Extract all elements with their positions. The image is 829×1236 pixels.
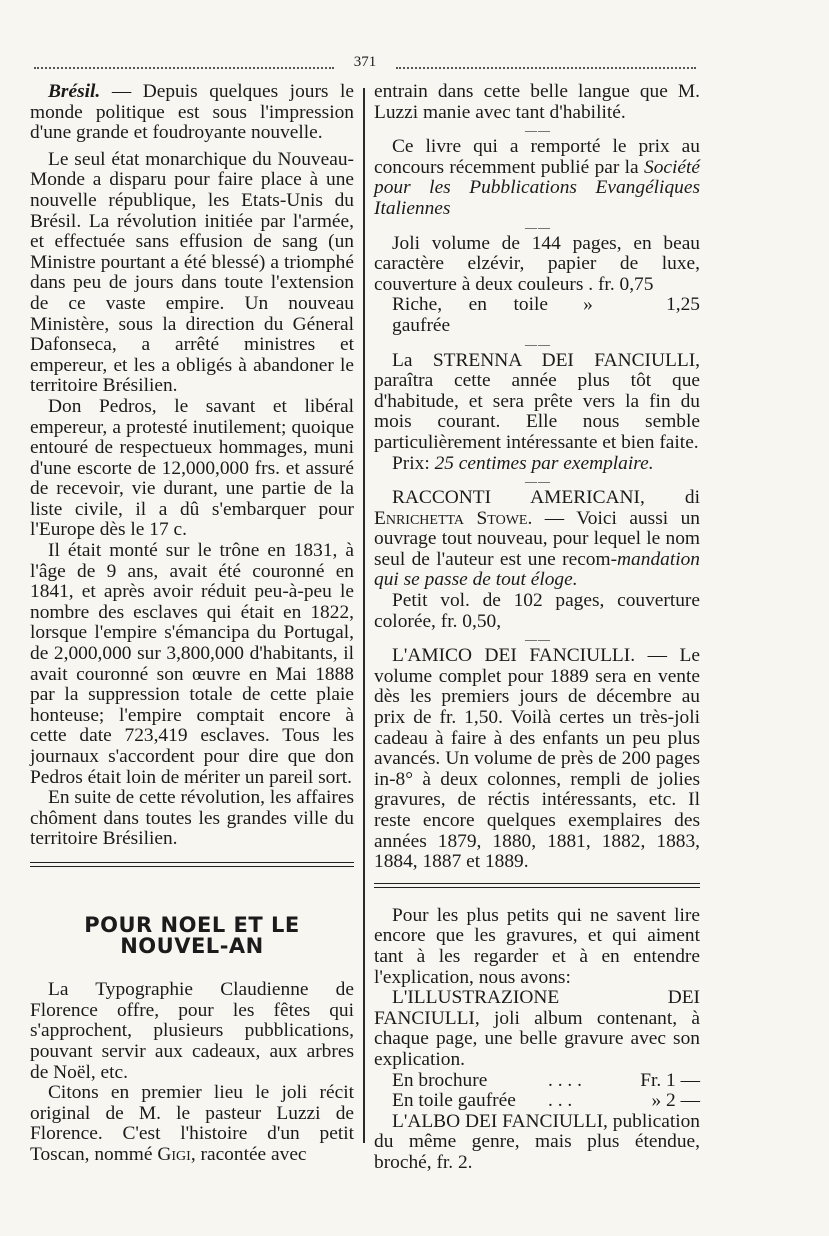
petit-vol-paragraph: Petit vol. de 102 pages, couverture colorée, fr. 0,50, [374, 590, 700, 632]
page-header [34, 54, 696, 74]
brochure-price: Fr. 1 — [640, 1069, 700, 1091]
bresil-paragraph-4: Il était monté sur le trône en 1831, à l'âge de 9 ans, avait été couronné en 1841, et après avoir réduit peu-à-peu le nombre des esclaves qui était en 1822, lorsque l'empire s'émancipa du Portugal, de 2,000,000 sur 3,800,000 d'habitants, il avait couronné son œuvre en Mai 1888 par la suppression totale de cette plaie honteuse; l'empire comptait encore à cette date 723,419 esclaves. Tous les journaux s'accordent pour dire que don Pedros était loin de mériter un pareil sort. [30, 540, 354, 788]
section-title: POUR NOEL ET LE NOUVEL-AN [84, 912, 300, 958]
noel-p2-name: Gigi [157, 1143, 191, 1165]
continuation-paragraph: entrain dans cette belle langue que M. Luzzi manie avec tant d'habilité. [374, 81, 700, 123]
petits-paragraph: Pour les plus petits qui ne savent lire encore que les gravures, et qui aiment tant à les regarder et à en entendre l'explication, nous avons: [374, 904, 700, 988]
prize-society: Société pour les Pubblications Evangéliques Italiennes [374, 156, 700, 219]
separator-dash: — — [525, 219, 549, 234]
prize-text: Ce livre qui a remporté le prix au concours récemment publié par la [374, 136, 700, 178]
brochure-price-row [374, 1071, 700, 1092]
bresil-paragraph-1 [30, 82, 354, 144]
riche-label: Riche, en toile gaufrée [392, 294, 548, 336]
noel-p2-text-b: , racontée avec [190, 1143, 307, 1165]
volume-paragraph: Joli volume de 144 pages, en beau caractère elzévir, papier de luxe, couverture à deux couleurs . fr. 0,75 [374, 232, 700, 295]
header-rule-right [396, 67, 696, 69]
brochure-dots: . . . . [548, 1069, 582, 1091]
brochure-label: En brochure [392, 1069, 488, 1091]
amico-paragraph: L'AMICO DEI FANCIULLI. — Le volume complet pour 1889 sera en vente dès les premiers jours de décembre au prix de fr. 1,50. Voilà certes un très-joli cadeau à faire à des enfants un peu plus avancés. Un volume de près de 200 pages in-8° à deux colonnes, rempli de jolies gravures, de réctis intéressants, etc. Il reste encore quelques exemplaires des années 1879, 1880, 1881, 1882, 1883, 1884, 1887 et 1889. [374, 645, 700, 873]
strenna-price-label: Prix: [392, 452, 435, 474]
separator-dash: — — [525, 123, 549, 138]
illustrazione-paragraph: L'ILLUSTRAZIONE DEI FANCIULLI, joli album contenant, à chaque page, une belle gravure avec son explication. [374, 987, 700, 1070]
bresil-runin: Brésil. [48, 81, 101, 102]
left-column [30, 82, 354, 1166]
toile-price: » 2 — [651, 1090, 700, 1112]
bresil-paragraph-2: Le seul état monarchique du Nouveau-Monde a disparu pour faire place à une nouvelle république, les Etats-Unis du Brésil. La révolution initiée par l'armée, et effectuée sans effusion de sang (un Ministre pourtant a été blessé) a triomphé dans peu de jours dans toute l'extension de ce vaste empire. Un nouveau Ministère, sous la direction du Géneral Dafonseca, a arrêté ministres et empereur, et les a obligés à abandoner le territoire Brésilien. [30, 148, 354, 397]
toile-price-row [374, 1091, 700, 1112]
racconti-text: — Voici aussi un ouvrage tout nouveau, pour lequel le nom seul de l'auteur est une recom- [374, 507, 700, 570]
page-number: 371 [353, 54, 377, 70]
column-divider [363, 88, 365, 1143]
racconti-title: RACCONTI AMERICANI, di [392, 487, 700, 509]
bresil-paragraph-5: En suite de cette révolution, les affaires chôment dans toutes les grandes ville du territoire Brésilien. [30, 787, 355, 850]
noel-paragraph-1: La Typographie Claudienne de Florence offre, pour les fêtes qui s'approchent, plusieurs pubblications, pouvant servir aux cadeaux, aux arbres de Noël, etc. [30, 979, 354, 1083]
riche-price: 1,25 [666, 294, 700, 316]
noel-paragraph-2 [30, 1083, 354, 1165]
separator-dash: — — [525, 474, 549, 489]
strenna-paragraph: La STRENNA DEI FANCIULLI, paraîtra cette année plus tôt que d'habitude, et sera prête vers la fin du mois courant. Elle nous semble particulièrement intéressante et bien faite. [374, 349, 700, 453]
racconti-paragraph [374, 488, 700, 591]
prize-paragraph [374, 137, 700, 219]
bresil-p1-text: — Depuis quelques jours le monde politique est sous l'impression d'une grande et foudroyante nouvelle. [30, 81, 354, 144]
separator-dash: — — [525, 632, 549, 647]
albo-paragraph: L'ALBO DEI FANCIULLI, publication du même genre, mais plus étendue, broché, fr. 2. [374, 1110, 700, 1173]
bresil-paragraph-3: Don Pedros, le savant et libéral empereur, a protesté inutilement; quoique entouré de respectueux hommages, muni d'une escorte de 12,000,000 frs. et assuré de recevoir, vie durant, une partie de la liste civile, il a dû s'embarquer pour l'Europe dès le 17 c. [30, 395, 354, 541]
racconti-italic: mandation qui se passe de tout éloge. [374, 548, 700, 591]
toile-label: En toile gaufrée [392, 1090, 516, 1112]
right-column [374, 82, 700, 1174]
section-divider [30, 862, 354, 867]
strenna-price-value: 25 centimes par exemplaire. [434, 452, 654, 474]
strenna-price [374, 454, 700, 475]
riche-mark: » [583, 294, 593, 316]
racconti-author: Enrichetta Stowe. [374, 507, 533, 529]
noel-p2-text-a: Citons en premier lieu le joli récit original de M. le pasteur Luzzi de Florence. C'est l'histoire d'un petit Toscan, nommé [30, 1082, 354, 1165]
riche-price-row [374, 295, 700, 336]
toile-dots: . . . [548, 1090, 573, 1112]
separator-dash: — — [525, 336, 549, 351]
